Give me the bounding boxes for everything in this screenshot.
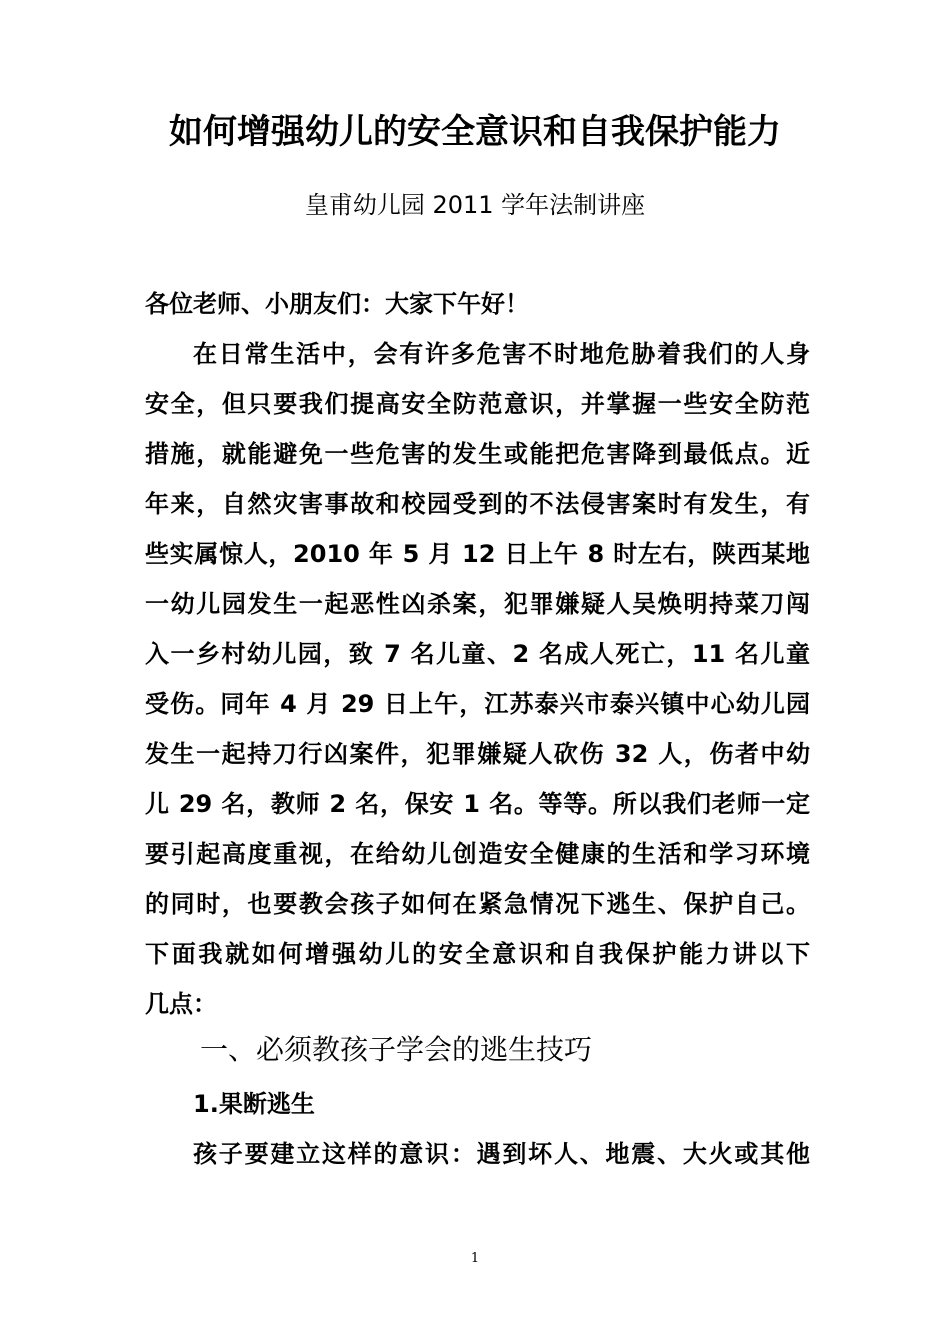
section-heading: 一、必须教孩子学会的逃生技巧 [200, 1033, 593, 1066]
paragraph-line: 入一乡村幼儿园，致 7 名儿童、2 名成人死亡，11 名儿童 [145, 640, 810, 668]
paragraph-line: 安全，但只要我们提高安全防范意识，并掌握一些安全防范 [145, 390, 810, 418]
paragraph-line: 要引起高度重视，在给幼儿创造安全健康的生活和学习环境 [145, 840, 810, 868]
paragraph-line: 些实属惊人，2010 年 5 月 12 日上午 8 时左右，陕西某地 [145, 540, 810, 568]
greeting-line: 各位老师、小朋友们：大家下午好！ [145, 290, 529, 318]
paragraph-line: 在日常生活中，会有许多危害不时地危胁着我们的人身 [193, 340, 810, 368]
paragraph-line: 下面我就如何增强幼儿的安全意识和自我保护能力讲以下 [145, 940, 810, 968]
subsection-heading: 1.果断逃生 [193, 1090, 315, 1118]
paragraph-line: 发生一起持刀行凶案件，犯罪嫌疑人砍伤 32 人，伤者中幼 [145, 740, 810, 768]
paragraph-line: 一幼儿园发生一起恶性凶杀案，犯罪嫌疑人吴焕明持菜刀闯 [145, 590, 810, 618]
paragraph-line: 孩子要建立这样的意识：遇到坏人、地震、大火或其他 [193, 1140, 810, 1168]
paragraph-line: 年来，自然灾害事故和校园受到的不法侵害案时有发生，有 [145, 490, 810, 518]
paragraph-line: 受伤。同年 4 月 29 日上午，江苏泰兴市泰兴镇中心幼儿园 [145, 690, 810, 718]
document-subtitle: 皇甫幼儿园 2011 学年法制讲座 [304, 191, 646, 219]
paragraph-line: 的同时，也要教会孩子如何在紧急情况下逃生、保护自己。 [145, 890, 810, 918]
paragraph-line: 几点： [145, 990, 217, 1018]
page-number: 1 [470, 1251, 480, 1266]
paragraph-line: 儿 29 名，教师 2 名，保安 1 名。等等。所以我们老师一定 [145, 790, 810, 818]
document-title: 如何增强幼儿的安全意识和自我保护能力 [169, 112, 781, 152]
paragraph-line: 措施，就能避免一些危害的发生或能把危害降到最低点。近 [145, 440, 810, 468]
